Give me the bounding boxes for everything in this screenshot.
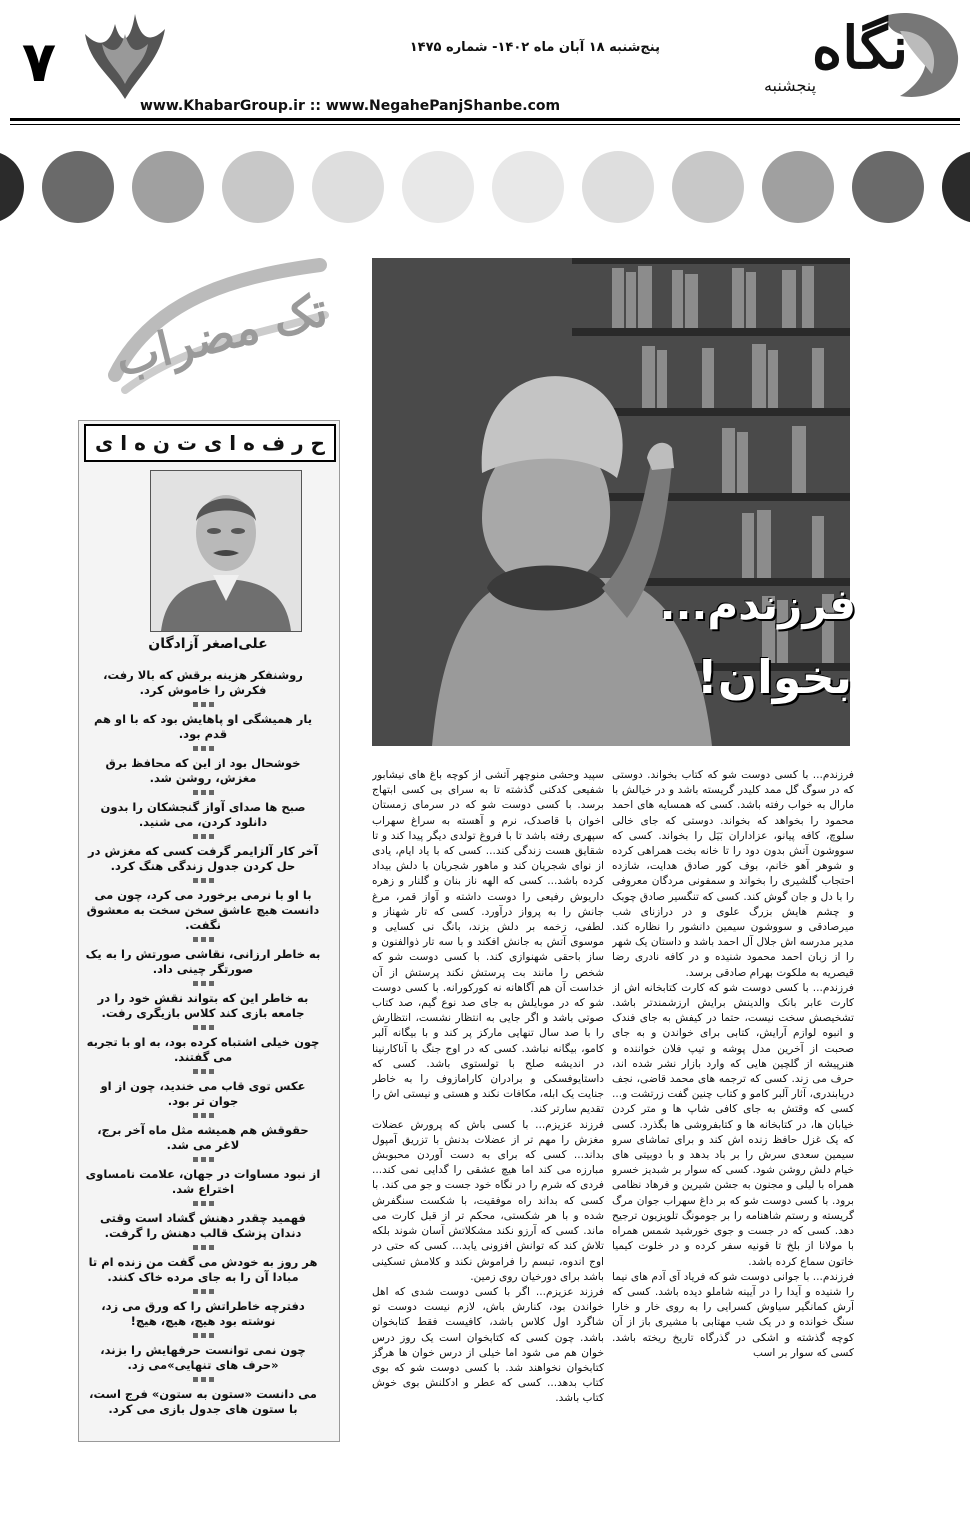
saying-item: چون نمی توانست حرفهایش را بزند، «حرف های تنهایی»می زد. — [100, 1343, 306, 1372]
separator — [84, 1289, 322, 1294]
saying-item: روشنفکر هزینه برقش که بالا رفت، فکرش را خاموش کرد. — [103, 668, 303, 697]
sayings-list — [84, 668, 322, 1421]
column-title: ح ر ف ه ا ی ت ن ه ا ی — [84, 424, 336, 462]
saying-item: خوشحال بود از این که محافظ برق مغزش، روشن شد. — [105, 756, 301, 785]
circle-dot — [492, 151, 564, 223]
header-rule-thin — [10, 124, 960, 125]
page-header — [0, 0, 970, 120]
saying-item: هر روز به خودش می گفت من زنده ام تا مبادا آن را به جای مرده خاک کنند. — [88, 1255, 318, 1284]
separator — [84, 1069, 322, 1074]
separator — [84, 1245, 322, 1250]
circle-dot — [312, 151, 384, 223]
saying-item: فهمید چقدر دهنش گشاد است وقتی دندان پزشک قالب دهنش را گرفت. — [100, 1211, 306, 1240]
issue-dateline: پنج‌شنبه ۱۸ آبان ماه ۱۴۰۲- شماره ۱۴۷۵ — [409, 40, 660, 55]
saying-item: آخر کار آلزایمر گرفت کسی که مغزش در حل کردن جدول زندگی هنگ کرد. — [88, 844, 318, 873]
separator — [84, 937, 322, 942]
article-paragraph: فرزند عزیزم... با کسی باش که پرورش عضلات مغزش را مهم تر از عضلات بدنش با تزریق آمپول بداند... کسی که برای به دست آوردن محبوبش مبارزه می کند اما هیچ عشقی را گدایی نمی کند... فردی که شرم را در نگاه خود جست و جو می کند. با کسی که بداند راه موفقیت، با شکست سنگفرش شده و با هر شکستی، محکم تر از قبل کارت می ماند. کسی که آرزو نکند مشکلاتش آسان شوند بلکه تلاش کند که توانش افزونی یابد... کسی که حتی در اوج اندوه، تبسم را فراموش نکند و کلامش تسکینی باشد برای دورخیان روی زمین. — [372, 1118, 604, 1283]
circle-dot — [672, 151, 744, 223]
masthead-logo — [700, 6, 965, 106]
separator — [84, 790, 322, 795]
article-paragraph: سپید وحشی منوچهر آتشی از کوچه باغ های نیشابور شفیعی کدکنی گذشته تا به سرای بی کسی ابتهاج برسد. با کسی دوست شو که در سرمای زمستان اخوان با قاصدک، نرم و آهسته به سراغ سهراب سپهری رفته باشد تا با فروغ تولدی دیگر پیدا کند و تا شقایق هست زندگی کند... کسی که با یاد ایام، یادی از نوای شجریان کند و ماهور شجریان با دلش بیداد کرده باشد... کسی که الهه ناز بنان و گلنار و زهره داریوش رفیعی را دوست داشته و آواز قمر، مرغ جانش را به پرواز درآورد. کسی که تار شهناز و لطفی، زخمه بر دلش بزند، بانگ نی کسایی و موسوی آتش به جانش افکند و با سه تار ذوالفنون و ساز باحقی شهنوازی کند. با کسی دوست شو که شخص را مانند بت پرستش نکند پرستش از آن خداست آن هم آگاهانه نه کورکورانه. با کسی دوست شو که در موبایلش به جای صد نوع گیم، صد کتاب صوتی باشد و اگر جایی به انتظار نشست، انتظارش را با صد سال تنهایی مارکز پر کند و با بیگانه آلبر کامو، بیگانه نباشد. کسی که در اوج جنگ با آناکارنینا در اندیشه صلح با تولستوی باشد. کسی که داستایوفسکی و برادران کارامازوف را به خاطر جنایت یک ابله، مکافات نکند و هستی و نیستی اش را تقدیم سارتر کند. — [372, 769, 604, 1116]
article-paragraph: فرزند عزیزم... اگر با کسی دوست شدی که اهل خواندن بود، کنارش باش، لازم نیست دوست تو شاگرد اول کلاس باشد، کافیست فقط کتابخوان باشد. چون کسی که کتابخوان است یک روز درس خوان هم می شود اما خیلی از درس خوان ها هرگز کتابخوان نخواهند شد. با کسی دوست شو که بوی کتاب بدهد... کسی که عطر و ادکلنش بوی خوش کتاب باشد. — [372, 1285, 604, 1405]
separator — [84, 746, 322, 751]
saying-item: صبح ها صدای آواز گنجشکان را بدون دانلود کردن، می شنید. — [100, 800, 306, 829]
column-logo-text: تک مضراب — [109, 282, 333, 387]
circle-dot — [42, 151, 114, 223]
author-photo — [150, 470, 302, 632]
article-column-middle — [372, 768, 604, 1448]
article-paragraph: فرزندم... با کسی دوست شو که کتاب بخواند. دوستی که در سوگ گل ممد کلیدر گریسته باشد و در خیالش با مارال به خواب رفته باشد. کسی که همسایه های احمد محمود را بخواهد که بخواند. دوستی که جای خالی سلوچ، کافه پیانو، عزاداران بَیَل را بخواند. کسی که سووشون آتش بدون دود را تا خانه بخت همراهی کرده و شوهر آهو خانم، بوف کور صادق هدایت، شازده احتجاب گلشیری را بخواند و سمفونی مردگان معروفی را با دل و جان گوش کند. کسی که تنگسیر صادق چوبک و چشم هایش بزرگ علوی و در درازنای شب میرصادقی و سووشون سیمین دانشور را نظاره کند. مدیر مدرسه اش جلال آل احمد باشد و داستان یک شهر را از زبان احمد محمود شنیده و در کافه نادری رضا قیصریه به ملکوت بهرام صادقی برسد. — [612, 769, 854, 979]
circle-dot — [0, 151, 24, 223]
saying-item: دفترچه خاطراتش را که ورق می زد، نوشته بود هیچ، هیچ، هیچ! — [101, 1299, 305, 1328]
separator — [84, 1025, 322, 1030]
headline-line-2: بخوان! — [696, 650, 852, 704]
masthead-subtitle: پنجشنبه — [763, 76, 817, 95]
decorative-circle-band — [0, 150, 970, 225]
separator — [84, 1333, 322, 1338]
article-column-right — [612, 768, 854, 1448]
saying-item: به خاطر ارزانی، نقاشی صورتش را به یک صورتگر چینی داد. — [85, 947, 321, 976]
saying-item: حقوقش هم همیشه مثل ماه آخر برج، لاغر می شد. — [97, 1123, 309, 1152]
article-paragraph: فرزندم... با جوانی دوست شو که فریاد آی آدم های نیما را شنیده و آیدا را در آیینه شاملو دیده باشد. کسی که آرش کمانگیر سیاوش کسرایی را به روی خار و خارا سنگ خوانده و در یک شب مهتابی با مشیری باز از آن کوچه گذشته و اشکی در گذرگاه تاریخ ریخته باشد. کسی که سوار بر اسب — [612, 1270, 854, 1359]
separator — [84, 834, 322, 839]
author-name: علی‌اصغر آزادگان — [148, 636, 268, 652]
circle-dot — [942, 151, 970, 223]
saying-item: از نبود مساوات در جهان، علامت نامساوی اختراع شد. — [85, 1167, 321, 1196]
saying-item: می دانست «ستون به ستون» فرج است، با ستون های جدول بازی می کرد. — [89, 1387, 317, 1416]
column-logo — [95, 255, 335, 405]
saying-item: چون خیلی اشتباه کرده بود، به او با تجربه می گفتند. — [86, 1035, 320, 1064]
separator — [84, 878, 322, 883]
separator — [84, 1113, 322, 1118]
headline-line-1: فرزندم... — [659, 580, 856, 629]
separator — [84, 1377, 322, 1382]
masthead-title: نگاه — [811, 14, 909, 82]
header-rule — [10, 118, 960, 121]
saying-item: عکس توی قاب می خندید، چون از او جوان تر بود. — [100, 1079, 306, 1108]
circle-dot — [852, 151, 924, 223]
saying-item: یار همیشگی او پاهایش بود که با او هم قدم بود. — [93, 712, 313, 741]
circle-dot — [402, 151, 474, 223]
circle-dot — [762, 151, 834, 223]
separator — [84, 1157, 322, 1162]
website-links[interactable]: www.KhabarGroup.ir :: www.NegahePanjShanbe.com — [140, 98, 561, 114]
circle-dot — [582, 151, 654, 223]
separator — [84, 702, 322, 707]
circle-dot — [132, 151, 204, 223]
separator — [84, 1201, 322, 1206]
page-number: ۷ — [21, 30, 57, 95]
phoenix-ornament-icon — [80, 4, 170, 104]
saying-item: به خاطر این که بتواند نقش خود را در جامعه بازی کند کلاس بازیگری رفت. — [97, 991, 309, 1020]
saying-item: با او با نرمی برخورد می کرد، چون می دانست هیچ عاشق سخن سخت به معشوق نگفت. — [86, 888, 320, 932]
circle-dot — [222, 151, 294, 223]
separator — [84, 981, 322, 986]
article-paragraph: فرزندم... با کسی دوست شو که کارت کتابخانه اش از کارت عابر بانک والدینش برایش ارزشمندتر باشد. تشخیصش سخت نیست، حتما در کیفش به جای فندک و انبوه لوازم آرایش، کتابی برای خواندن و به جای صحبت از آخرین مدل پوشه و تیپ فلان خواننده و هنرپیشه از گلچین هایی که وارد بازار نشر شده اند، حرف می زند. کسی که ترجمه های محمد قاضی، نجف دریابندری، آثار آلبر کامو و کتاب چنین گفت زرتشت و... کسی که وقتش به جای کافی شاپ ها و متر کردن خیابان ها، در کتابخانه ها و کتابفروشی ها بگذرد. کسی که یک غزل حافظ زنده اش کند و برای تماشای سرو سیمین سعدی سرش را بر باد بدهد و با دوبیتی های خیام دلش روشن شود. کسی که سوار بر شبدیز خسرو همراه با لیلی و مجنون به جشن شیرین و فرهاد نظامی برود. با کسی دوست شو که بر داغ سهراب جوان مرگ گریسته و رستم شاهنامه را بر جومونگ تلویزیون ترجیح دهد. کسی که در جست و جوی خورشید شمس همراه با مولانا از بلخ تا قونیه سفر کرده و در خلوت کیمیا خاتون سماع کرده باشد. — [612, 981, 854, 1268]
